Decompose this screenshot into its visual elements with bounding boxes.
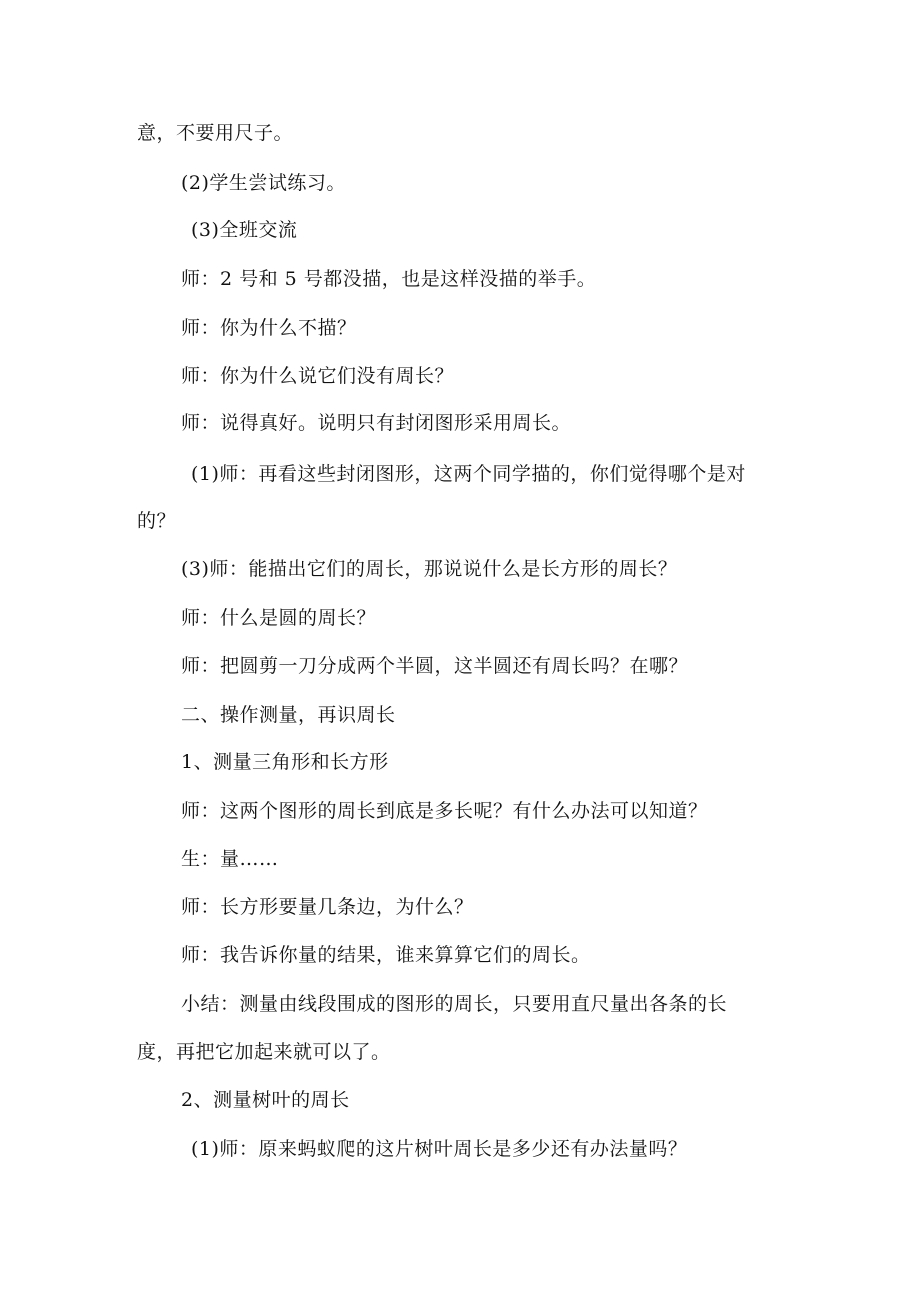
section-heading: 二、操作测量，再识周长 [181, 704, 396, 726]
text-line: 师：什么是圆的周长？ [181, 607, 377, 629]
text-line: 师：你为什么说它们没有周长？ [181, 365, 455, 387]
text-line: 的？ [137, 510, 177, 532]
text-line: 师：长方形要量几条边，为什么？ [181, 896, 474, 918]
text-line: 师：我告诉你量的结果，谁来算算它们的周长。 [181, 944, 591, 966]
text-line: (3)全班交流 [191, 219, 298, 241]
text-line: 师：2 号和 5 号都没描，也是这样没描的举手。 [181, 268, 597, 290]
text-line: 师：你为什么不描？ [181, 317, 357, 339]
text-line: (1)师：原来蚂蚁爬的这片树叶周长是多少还有办法量吗？ [191, 1138, 688, 1160]
summary-line: 度，再把它加起来就可以了。 [137, 1041, 391, 1063]
text-line: 师：这两个图形的周长到底是多长呢？有什么办法可以知道？ [181, 800, 708, 822]
text-line: 师：说得真好。说明只有封闭图形采用周长。 [181, 412, 572, 434]
text-line: 意，不要用尺子。 [137, 122, 294, 144]
text-line: 师：把圆剪一刀分成两个半圆，这半圆还有周长吗？在哪？ [181, 655, 689, 677]
text-line: (2)学生尝试练习。 [181, 172, 346, 194]
subsection-heading: 2、测量树叶的周长 [181, 1089, 350, 1111]
subsection-heading: 1、测量三角形和长方形 [181, 751, 389, 773]
text-line: 生：量…… [181, 848, 279, 870]
text-line: (1)师：再看这些封闭图形，这两个同学描的，你们觉得哪个是对 [191, 463, 746, 485]
summary-line: 小结：测量由线段围成的图形的周长，只要用直尺量出各条的长 [181, 993, 728, 1015]
text-line: (3)师：能描出它们的周长，那说说什么是长方形的周长？ [181, 558, 678, 580]
